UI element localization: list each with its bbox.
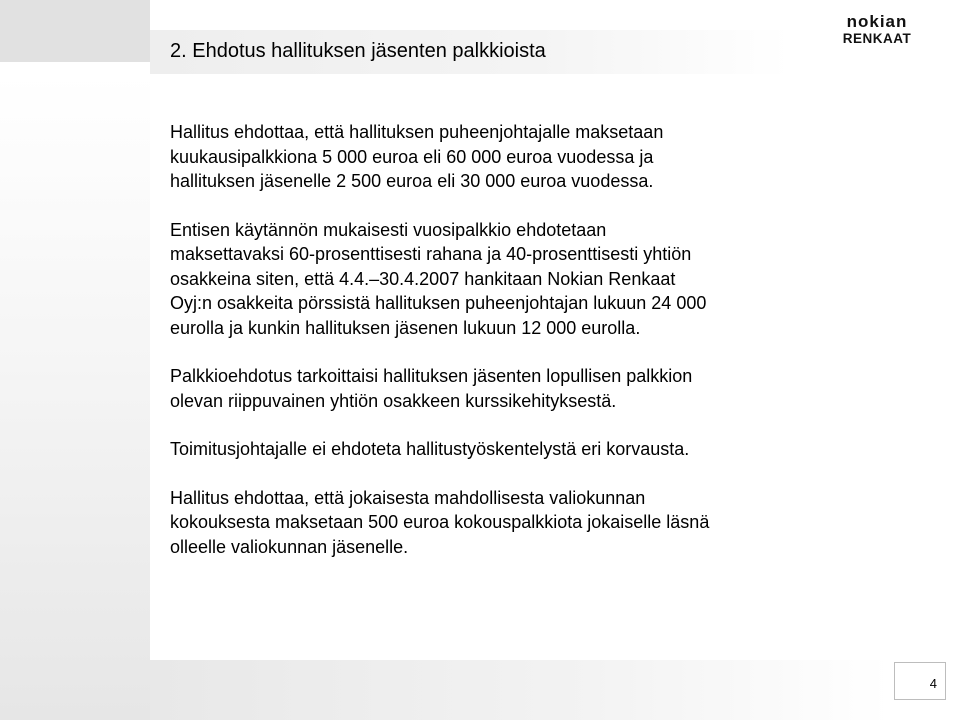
page-number: 4 <box>929 676 937 691</box>
page-number-box <box>894 662 946 700</box>
bottom-gradient-bar <box>150 660 890 720</box>
logo-line-2: RENKAAT <box>842 31 912 46</box>
corner-decoration <box>0 0 150 62</box>
page-title: 2. Ehdotus hallituksen jäsenten palkkioista <box>170 40 546 62</box>
slide-content <box>170 120 830 583</box>
paragraph-share-price-dependency: Palkkioehdotus tarkoittaisi hallituksen jäsenten lopullisen palkkion olevan riippuvainen yhtiön osakkeen kurssikehityksestä. <box>170 366 693 411</box>
paragraph-ceo-compensation: Toimitusjohtajalle ei ehdoteta hallitustyöskentelystä eri korvausta. <box>170 439 690 459</box>
paragraph-board-fees: Hallitus ehdottaa, että hallituksen puheenjohtajalle maksetaan kuukausipalkkiona 5 000 euroa eli 60 000 euroa vuodessa ja hallituksen jäsenelle 2 500 euroa eli 30 000 euroa vuodessa. <box>170 122 664 191</box>
paragraph-committee-fees: Hallitus ehdottaa, että jokaisesta mahdollisesta valiokunnan kokouksesta maksetaan 500 euroa kokouspalkkiota jokaiselle läsnä olleelle valiokunnan jäsenelle. <box>170 487 710 557</box>
side-gradient-bar <box>0 74 150 720</box>
paragraph-share-payment: Entisen käytännön mukaisesti vuosipalkkio ehdotetaan maksettavaksi 60-prosenttisesti rahana ja 40-prosenttisesti yhtiön osakkeina siten, että 4.4.–30.4.2007 hankitaan Nokian Renkaat Oyj:n osakkeita pörssistä hallituksen puheenjohtajan lukuun 24 000 eurolla ja kunkin hallituksen jäsenen lukuun 12 000 eurolla. <box>170 219 707 338</box>
nokian-renkaat-logo <box>822 12 932 46</box>
logo-line-1: nokian <box>846 12 908 31</box>
